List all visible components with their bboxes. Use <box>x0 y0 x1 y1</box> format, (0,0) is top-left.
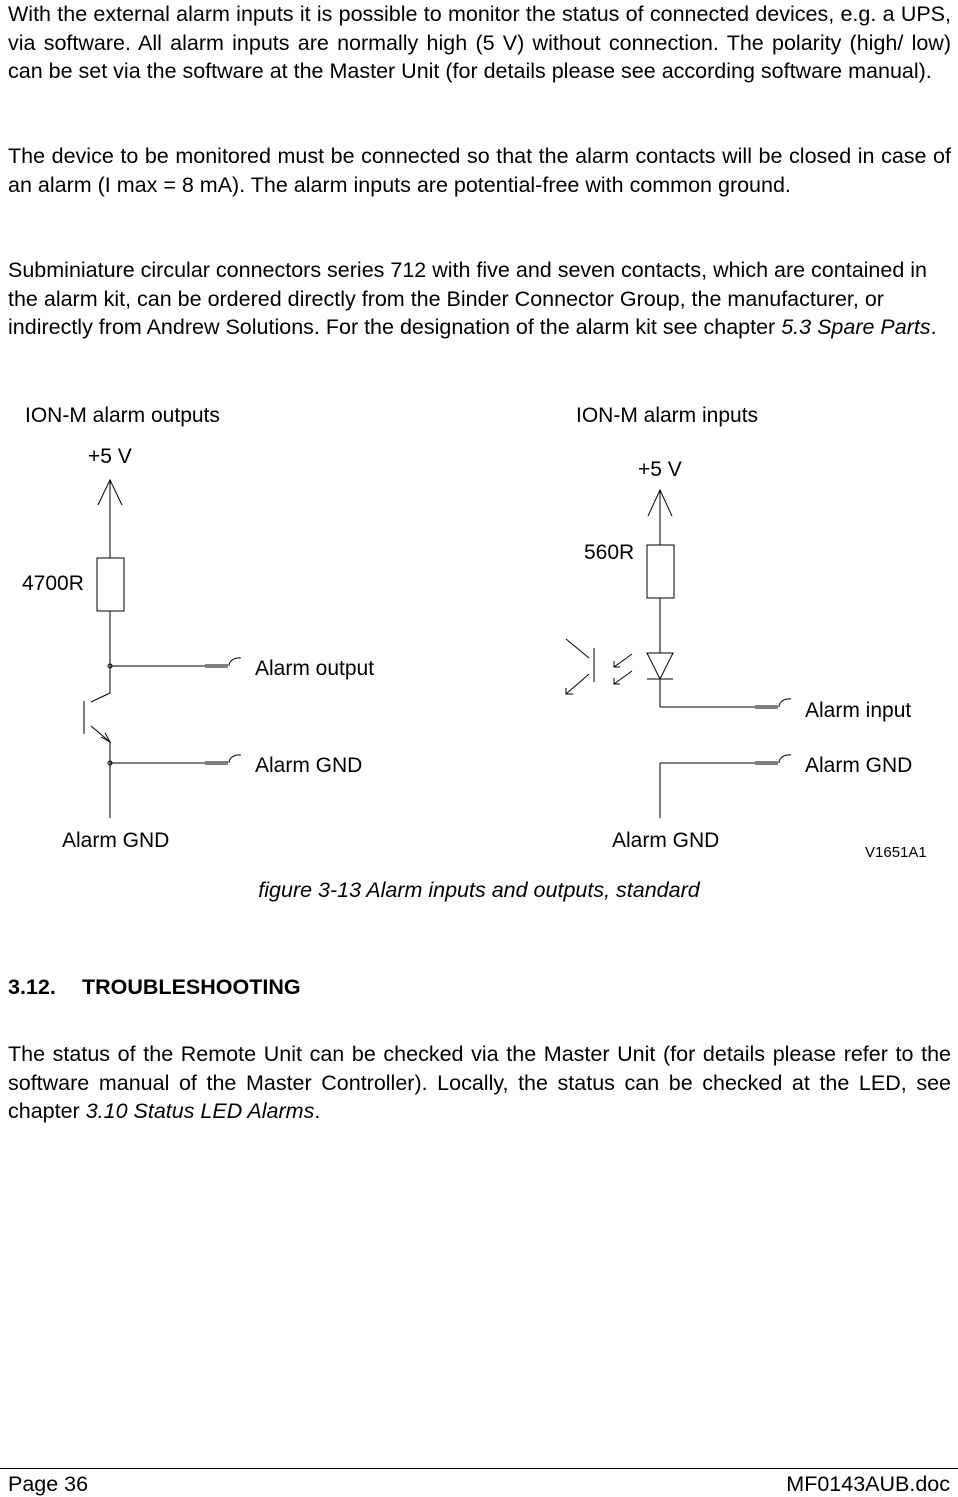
alarm-gnd-in-label: Alarm GND <box>805 754 913 777</box>
spare-parts-reference[interactable]: 5.3 Spare Parts <box>781 315 931 339</box>
alarm-circuit-diagram <box>0 390 958 870</box>
in-gnd-terminal-icon <box>779 755 791 763</box>
out-resistor <box>97 558 124 611</box>
in-vcc-label: +5 V <box>638 458 682 481</box>
led-diode-icon <box>647 653 673 679</box>
output-terminal-icon <box>229 658 241 666</box>
connector-text: Subminiature circular connectors series 712 with five and seven contacts, which are contained in the alarm kit, can be ordered directly from the Binder Connector Group, the manufacturer, or indirectly from Andrew Solutions. For the designation of the alarm kit see chapter <box>8 258 928 339</box>
in-resistor <box>647 545 674 598</box>
section-number: 3.12. <box>8 975 56 999</box>
out-vcc-label: +5 V <box>88 445 132 468</box>
light-arrows-icon <box>614 654 632 684</box>
alarm-gnd-out-label: Alarm GND <box>255 754 363 777</box>
footer-page: Page 36 <box>8 1472 89 1496</box>
in-vcc-arrow-icon <box>648 490 672 545</box>
section-heading <box>8 975 301 1000</box>
connector-text-end: . <box>930 315 937 339</box>
input-terminal-icon <box>779 699 791 707</box>
section-title: TROUBLESHOOTING <box>82 975 301 999</box>
intro-paragraph: With the external alarm inputs it is possible to monitor the status of connected devices, e.g. a UPS, via software. All alarm inputs are normally high (5 V) without connection. The polarity (high/ low) can be set via the software at the Master Unit (for details please see according software manual). <box>8 2 951 83</box>
troubleshooting-text-end: . <box>314 1099 321 1123</box>
out-resistor-label: 4700R <box>22 572 84 595</box>
figure-caption: figure 3-13 Alarm inputs and outputs, standard <box>258 878 700 902</box>
troubleshooting-text: The status of the Remote Unit can be checked via the Master Unit (for details please refer to the software manual of the Master Controller). Locally, the status can be checked at the LED, see chapter <box>8 1042 951 1123</box>
inputs-title: ION-M alarm inputs <box>576 404 759 427</box>
input-circuit <box>566 490 791 818</box>
in-ground-label: Alarm GND <box>612 829 720 852</box>
troubleshooting-paragraph <box>8 1040 951 1126</box>
status-led-reference[interactable]: 3.10 Status LED Alarms <box>85 1099 315 1123</box>
alarm-input-label: Alarm input <box>805 699 912 722</box>
out-ground-label: Alarm GND <box>62 829 170 852</box>
in-resistor-label: 560R <box>584 541 635 564</box>
gnd-terminal-icon <box>229 755 241 763</box>
connection-paragraph: The device to be monitored must be connected so that the alarm contacts will be closed in case of an alarm (I max = 8 mA). The alarm inputs are potential-free with common ground. <box>8 144 951 197</box>
output-circuit <box>84 480 241 818</box>
figure-id-label: V1651A1 <box>865 844 927 861</box>
connector-paragraph <box>8 256 943 342</box>
outputs-title: ION-M alarm outputs <box>25 404 220 427</box>
out-vcc-arrow-icon <box>98 480 122 558</box>
alarm-output-label: Alarm output <box>255 657 375 680</box>
footer-doc: MF0143AUB.doc <box>786 1472 950 1496</box>
footer-divider <box>0 1468 958 1469</box>
